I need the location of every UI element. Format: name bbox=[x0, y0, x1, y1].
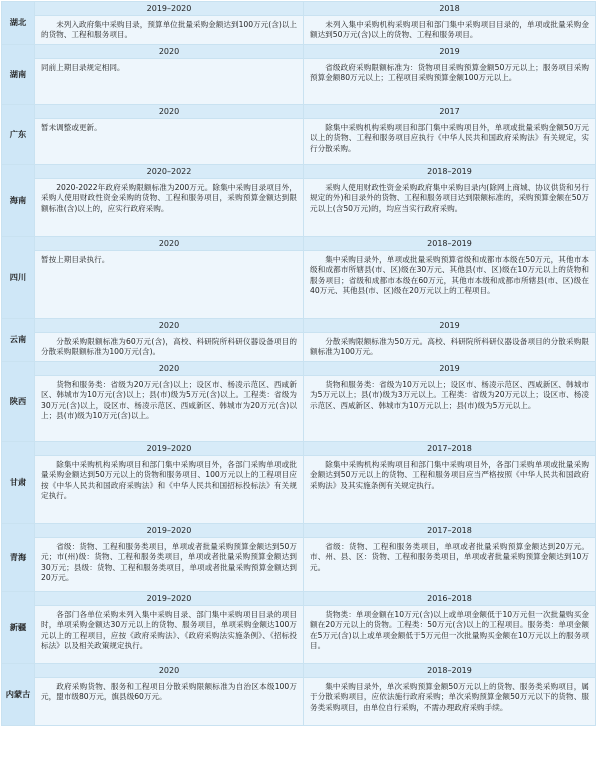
current-period-text: 除集中采购机构采购项目和部门集中采购项目外，各部门采购单项或批量采购金额达到50万元以上的货物和服务项目、100万元以上的工程项目应按《中华人民共和国政府采购法》和《中华人民共和国招标投标法》有关规定执行。 bbox=[41, 459, 297, 501]
table-row bbox=[2, 44, 596, 104]
table-row bbox=[2, 441, 596, 523]
previous-period-text: 货物类：单项金额在10万元(含)以上或单项金额低于10万元但一次批量购买金额在20万元以上的货物。工程类：50万元(含)以上的工程项目。服务类：单项金额在5万元(含)以上或单项金额低于5万元但一次批量购买金额在10万元以上的服务项目。 bbox=[310, 609, 589, 651]
table-row bbox=[2, 523, 596, 591]
current-period-cell bbox=[35, 523, 304, 591]
previous-period-year: 2018–2019 bbox=[304, 664, 595, 678]
previous-period-cell bbox=[304, 2, 596, 45]
previous-period-text: 省级政府采购限额标准为：货物项目采购预算金额50万元以上；服务项目采购预算金额80万元以上；工程项目采购预算金额100万元以上。 bbox=[310, 62, 589, 83]
previous-period-year: 2016–2018 bbox=[304, 592, 595, 606]
current-period-year: 2020 bbox=[35, 362, 303, 376]
table-body bbox=[2, 2, 596, 726]
previous-period-year: 2017–2018 bbox=[304, 442, 595, 456]
table-row bbox=[2, 164, 596, 236]
province-name: 内蒙古 bbox=[2, 663, 35, 725]
previous-period-text: 集中采购目录外，单项或批量采购预算省级和成都市本级在50万元，其他市本级和成都市所辖县(市、区)级在30万元、其他县(市、区)级在10万元以上的货物和服务项目；省级和成都市本级在60万元，其他市本级和成都市所辖县(市、区)级在40万元、其他县(市、区)级在20万元以上的工程项目。 bbox=[310, 254, 589, 296]
current-period-year: 2019–2020 bbox=[35, 442, 303, 456]
table-row bbox=[2, 361, 596, 441]
current-period-text: 各部门各单位采购未列入集中采购目录、部门集中采购项目目录的项目时，单项采购金额达30万元以上的货物、服务项目，单项采购金额达100万元以上的工程项目，应按《政府采购法》、《政府采购法实施条例》、《招标投标法》以及相关政策规定执行。 bbox=[41, 609, 297, 651]
current-period-year: 2020 bbox=[35, 664, 303, 678]
province-name: 新疆 bbox=[2, 591, 35, 663]
previous-period-text: 集中采购目录外，单次采购预算金额50万元以上的货物、服务类采购项目，属于分散采购项目，应依法施行政府采购；单次采购预算金额50万元以下的货物、服务类采购项目，由单位自行采购，不需办理政府采购手续。 bbox=[310, 681, 589, 712]
previous-period-year: 2017–2018 bbox=[304, 524, 595, 538]
previous-period-year: 2019 bbox=[304, 362, 595, 376]
province-name: 云南 bbox=[2, 318, 35, 361]
current-period-year: 2020–2022 bbox=[35, 165, 303, 179]
previous-period-text: 采购人使用财政性资金采购政府集中采购目录内(除网上商城、协议供货和另行规定的外)和目录外的货物、工程和服务项目达到限额标准的，采购预算金额在50万元以上(含50万元)的，均应当实行政府采购。 bbox=[310, 182, 589, 213]
province-name: 甘肃 bbox=[2, 441, 35, 523]
current-period-text: 未列入政府集中采购目录，预算单位批量采购金额达到100万元(含)以上的货物、工程和服务项目。 bbox=[41, 20, 297, 40]
table-row bbox=[2, 2, 596, 45]
current-period-text: 暂未调整或更新。 bbox=[41, 122, 102, 132]
current-period-cell bbox=[35, 164, 304, 236]
current-period-cell bbox=[35, 361, 304, 441]
previous-period-year: 2018–2019 bbox=[304, 165, 595, 179]
current-period-year: 2019–2020 bbox=[35, 592, 303, 606]
current-period-cell bbox=[35, 104, 304, 164]
previous-period-year: 2018–2019 bbox=[304, 237, 595, 251]
current-period-year: 2020 bbox=[35, 237, 303, 251]
previous-period-cell bbox=[304, 236, 596, 318]
table-row bbox=[2, 591, 596, 663]
current-period-text: 政府采购货物、服务和工程项目分散采购限额标准为自治区本级100万元，盟市级80万元，旗县级60万元。 bbox=[41, 681, 297, 702]
current-period-cell bbox=[35, 318, 304, 361]
province-name: 湖北 bbox=[2, 2, 35, 45]
previous-period-text: 未列入集中采购机构采购项目和部门集中采购项目目录的，单项或批量采购金额达到50万元(含)以上的货物、工程和服务项目。 bbox=[310, 20, 589, 40]
previous-period-text: 除集中采购机构采购项目和部门集中采购项目外，单项或批量采购金额50万元以上的货物、工程和服务项目应执行《中华人民共和国政府采购法》有关规定，实行分散采购。 bbox=[310, 122, 589, 153]
current-period-text: 省级：货物、工程和服务类项目，单项或者批量采购预算金额达到50万元；市(州)级：货物、工程和服务类项目，单项或者批量采购预算金额达到30万元；县级：货物、工程和服务类项目，单项或者批量采购预算金额达到20万元。 bbox=[41, 541, 297, 583]
province-name: 四川 bbox=[2, 236, 35, 318]
current-period-cell bbox=[35, 236, 304, 318]
previous-period-text: 分散采购限额标准为50万元。高校、科研院所科研仪器设备项目的分散采购限额标准为100万元。 bbox=[310, 336, 589, 357]
previous-period-cell bbox=[304, 164, 596, 236]
previous-period-cell bbox=[304, 663, 596, 725]
province-name: 广东 bbox=[2, 104, 35, 164]
table-row bbox=[2, 104, 596, 164]
current-period-cell bbox=[35, 2, 304, 45]
previous-period-text: 货物和服务类：省级为10万元以上；设区市、杨凌示范区、西咸新区、韩城市为5万元以上；县(市)级为3万元以上。工程类：省级为20万元以上；设区市、杨凌示范区、西咸新区、韩城市为10万元以上；县(市)级为5万元以上。 bbox=[310, 379, 589, 410]
current-period-text: 货物和服务类：省级为20万元(含)以上；设区市、杨凌示范区、西咸新区、韩城市为10万元(含)以上；县(市)级为5万元(含)以上。工程类：省级为30万元(含)以上，设区市、杨凌示范区、西咸新区、韩城市为20万元(含)以上；县(市)级为10万元(含)以上。 bbox=[41, 379, 297, 421]
province-name: 陕西 bbox=[2, 361, 35, 441]
previous-period-cell bbox=[304, 104, 596, 164]
previous-period-cell bbox=[304, 44, 596, 104]
current-period-year: 2020 bbox=[35, 105, 303, 119]
table-row bbox=[2, 663, 596, 725]
current-period-text: 暂按上期目录执行。 bbox=[41, 254, 110, 264]
previous-period-year: 2018 bbox=[304, 2, 595, 16]
previous-period-cell bbox=[304, 523, 596, 591]
current-period-cell bbox=[35, 44, 304, 104]
table-row bbox=[2, 236, 596, 318]
current-period-cell bbox=[35, 663, 304, 725]
province-name: 湖南 bbox=[2, 44, 35, 104]
current-period-year: 2020 bbox=[35, 45, 303, 59]
table-row bbox=[2, 318, 596, 361]
province-name: 青海 bbox=[2, 523, 35, 591]
procurement-threshold-table bbox=[1, 1, 596, 726]
previous-period-cell bbox=[304, 361, 596, 441]
current-period-year: 2019–2020 bbox=[35, 524, 303, 538]
current-period-text: 分散采购限额标准为60万元(含)，高校、科研院所科研仪器设备项目的分散采购限额标准为100万元(含)。 bbox=[41, 336, 297, 357]
current-period-cell bbox=[35, 441, 304, 523]
previous-period-cell bbox=[304, 591, 596, 663]
previous-period-cell bbox=[304, 318, 596, 361]
current-period-text: 2020-2022年政府采购限额标准为200万元。除集中采购目录项目外，采购人使用财政性资金采购的货物、工程和服务项目，采购预算金额达到限额标准(含)以上的，应实行政府采购。 bbox=[41, 182, 297, 213]
previous-period-year: 2019 bbox=[304, 45, 595, 59]
province-name: 海南 bbox=[2, 164, 35, 236]
previous-period-cell bbox=[304, 441, 596, 523]
current-period-text: 同前上期目录规定相同。 bbox=[41, 62, 125, 72]
previous-period-year: 2017 bbox=[304, 105, 595, 119]
previous-period-text: 除集中采购机构采购项目和部门集中采购项目外，各部门采购单项或批量采购金额达到50万元以上的货物、工程和服务项目应当严格按照《中华人民共和国政府采购法》及其实施条例有关规定执行。 bbox=[310, 459, 589, 490]
previous-period-text: 省级：货物、工程和服务类项目，单项或者批量采购预算金额达到20万元。市、州、县、区：货物、工程和服务类项目，单项或者批量采购预算金额达到10万元。 bbox=[310, 541, 589, 572]
current-period-year: 2020 bbox=[35, 319, 303, 333]
previous-period-year: 2019 bbox=[304, 319, 595, 333]
current-period-cell bbox=[35, 591, 304, 663]
current-period-year: 2019–2020 bbox=[35, 2, 303, 16]
